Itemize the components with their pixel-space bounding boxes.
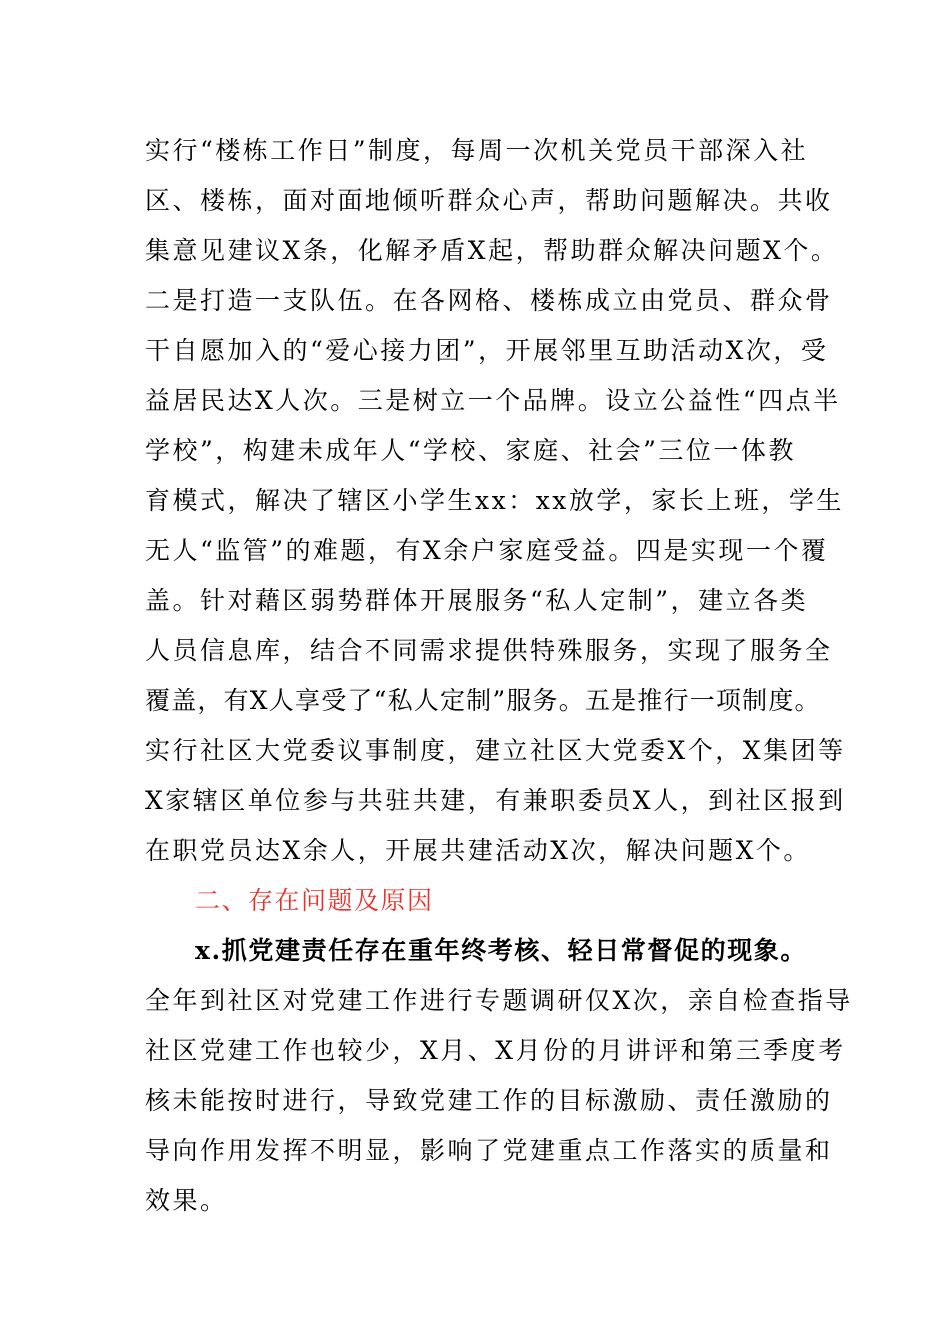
text-line: 人员信息库，结合不同需求提供特殊服务，实现了服务全 [145,636,833,665]
text-line: 社区党建工作也较少，X月、X月份的月讲评和第三季度考 [145,1036,846,1065]
text-line: 干自愿加入的“爱心接力团”，开展邻里互助活动X次，受 [145,336,829,365]
text-line: 育模式，解决了辖区小学生xx：xx放学，家长上班，学生 [145,486,844,515]
text-line: 全年到社区对党建工作进行专题调研仅X次，亲自检查指导 [145,986,853,1015]
text-line: 实行社区大党委议事制度，建立社区大党委X个，X集团等 [145,736,846,765]
text-line: 核未能按时进行，导致党建工作的目标激励、责任激励的 [145,1086,833,1115]
text-line: X家辖区单位参与共驻共建，有兼职委员X人，到社区报到 [145,786,846,815]
document-body [145,126,853,1226]
text-line: 集意见建议X条，化解矛盾X起，帮助群众解决问题X个。 [145,236,839,265]
text-line: 效果。 [145,1186,228,1215]
text-line: 二是打造一支队伍。在各网格、楼栋成立由党员、群众骨 [145,286,833,315]
text-line: 导向作用发挥不明显，影响了党建重点工作落实的质量和 [145,1136,833,1165]
paragraph-1 [145,126,845,876]
text-line: 实行“楼栋工作日”制度，每周一次机关党员干部深入社 [145,136,809,165]
paragraph-2 [145,976,853,1226]
subheading: x.抓党建责任存在重年终考核、轻日常督促的现象。 [195,936,808,965]
text-line: 区、楼栋，面对面地倾听群众心声，帮助问题解决。共收 [145,186,833,215]
text-line: 覆盖，有X人享受了“私人定制”服务。五是推行一项制度。 [145,686,821,715]
text-line: 在职党员达X余人，开展共建活动X次，解决问题X个。 [145,836,811,865]
text-line: 学校”，构建未成年人“学校、家庭、社会”三位一体教 [145,436,796,465]
text-line: 盖。针对藉区弱势群体开展服务“私人定制”，建立各类 [145,586,809,615]
text-line: 益居民达X人次。三是树立一个品牌。设立公益性“四点半 [145,386,841,415]
section-heading: 二、存在问题及原因 [195,886,434,915]
text-line: 无人“监管”的难题，有X余户家庭受益。四是实现一个覆 [145,536,829,565]
